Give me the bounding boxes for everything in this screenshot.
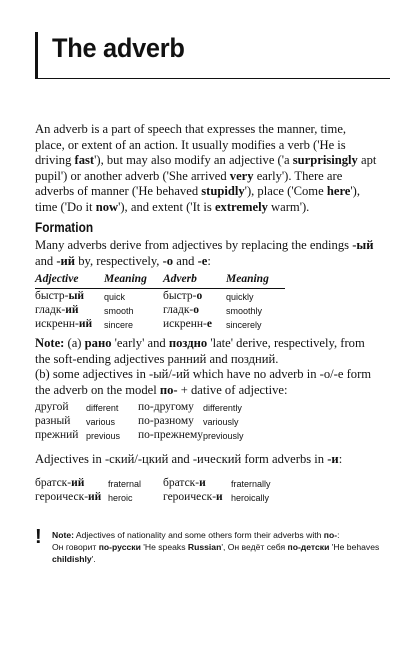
adverb-cell: по-прежнему bbox=[138, 429, 203, 441]
model-po: по- bbox=[159, 382, 178, 397]
adjective-stem: братск- bbox=[35, 477, 72, 489]
adjective-ending: ый bbox=[68, 290, 85, 302]
example-text: ', Он ведёт себя bbox=[221, 542, 288, 552]
adverb-meaning-cell: heroically bbox=[231, 493, 270, 503]
intro-text: An adverb is a part of speech that expresses the manner, time, place, or extent of an action. It usually modifies a verb ('He is driving bbox=[35, 122, 347, 168]
intro-text: early'). There are adverbs of manner ('He behaved bbox=[35, 168, 343, 199]
ending-e: -е bbox=[197, 253, 208, 268]
adjective-ending: ий bbox=[88, 491, 102, 503]
adverb-meaning-cell: sincerely bbox=[226, 320, 262, 330]
adjective-ending: ий bbox=[65, 304, 79, 316]
ending-i: -и bbox=[327, 452, 339, 466]
section-heading-formation: Formation bbox=[35, 220, 94, 235]
note-text: Adjectives of nationality and some others form their adverbs with bbox=[73, 530, 324, 540]
column-header-adjective: Adjective bbox=[35, 273, 79, 285]
meaning-cell: quick bbox=[104, 292, 126, 302]
table-row bbox=[35, 290, 285, 304]
example-russian: Russian bbox=[187, 542, 222, 552]
chapter-title-block bbox=[35, 32, 390, 82]
adverb-stem: искренн- bbox=[163, 318, 207, 330]
suffix-paragraph bbox=[35, 452, 380, 468]
note-text: 'early' and bbox=[111, 336, 169, 350]
ski-table bbox=[35, 477, 315, 505]
meaning-cell: previous bbox=[86, 431, 121, 441]
adverb-meaning-cell: quickly bbox=[226, 292, 254, 302]
table-row bbox=[35, 429, 295, 443]
adjective-stem: быстр- bbox=[35, 290, 69, 302]
column-header-meaning: Meaning bbox=[104, 273, 147, 285]
adverb-ending: и bbox=[216, 491, 223, 503]
suffix-text: Adjectives in -ский/-цкий and -ический form adverbs in bbox=[35, 452, 328, 466]
meaning-cell: sincere bbox=[104, 320, 134, 330]
example-childishly: childishly bbox=[52, 554, 92, 564]
example-po-russki: по-русски bbox=[98, 542, 141, 552]
intro-paragraph bbox=[35, 122, 378, 216]
note-label: Note: bbox=[52, 530, 74, 540]
example-text: 'He behaves bbox=[329, 542, 380, 552]
suffix-text: : bbox=[338, 452, 343, 466]
prefix-po: по- bbox=[323, 530, 338, 540]
example-po-detski: по-детски bbox=[287, 542, 330, 552]
meaning-cell: different bbox=[86, 403, 119, 413]
adverb-ending: и bbox=[199, 477, 206, 489]
adverb-meaning-cell: variously bbox=[203, 417, 239, 427]
example-here: here bbox=[326, 184, 351, 199]
meaning-cell: various bbox=[86, 417, 116, 427]
adjective-ending: ий bbox=[78, 318, 93, 330]
table-row bbox=[35, 401, 295, 415]
adverb-stem: быстр- bbox=[163, 290, 197, 302]
example-fast: fast bbox=[74, 153, 95, 168]
adverb-cell: по-другому bbox=[138, 401, 194, 413]
meaning-cell: fraternal bbox=[108, 479, 142, 489]
adjective-ending: ий bbox=[71, 477, 85, 489]
ending-ii: -ий bbox=[56, 253, 76, 268]
title-rule bbox=[38, 78, 390, 79]
column-header-adverb: Adverb bbox=[163, 273, 197, 285]
note-line-b bbox=[35, 367, 380, 398]
adverb-ending: о bbox=[193, 304, 199, 316]
title-bar bbox=[35, 32, 38, 79]
table-header-row bbox=[35, 273, 285, 287]
table-row bbox=[35, 477, 315, 491]
adjective-cell: другой bbox=[35, 401, 69, 413]
column-header-meaning-2: Meaning bbox=[226, 273, 269, 285]
po-dative-table bbox=[35, 401, 295, 443]
adverb-meaning-cell: fraternally bbox=[231, 479, 271, 489]
example-text: Он говорит bbox=[52, 542, 99, 552]
note-text: 'late' derive, respectively, from the soft-ending adjectives ранний and поздний. bbox=[35, 336, 365, 366]
adjective-stem: героическ- bbox=[35, 491, 89, 503]
word-rano: рано bbox=[84, 336, 112, 350]
intro-text: '), time ('Do it bbox=[35, 184, 361, 214]
intro-text: '), but may also modify an adjective ('a bbox=[94, 153, 293, 168]
formation-text: Many adverbs derive from adjectives by replacing the endings bbox=[35, 238, 353, 252]
adverb-meaning-cell: previously bbox=[203, 431, 244, 441]
meaning-cell: smooth bbox=[104, 306, 134, 316]
example-text: 'He speaks bbox=[140, 542, 188, 552]
adjective-stem: гладк- bbox=[35, 304, 66, 316]
intro-text: '), place ('Come bbox=[244, 184, 327, 199]
table-rule bbox=[35, 288, 285, 289]
example-stupidly: stupidly bbox=[201, 184, 245, 199]
note-text: : bbox=[337, 530, 340, 540]
adjective-cell: разный bbox=[35, 415, 71, 427]
intro-text: '), and extent ('It is bbox=[118, 199, 215, 214]
adverb-stem: героическ- bbox=[163, 491, 217, 503]
example-extremely: extremely bbox=[214, 199, 268, 214]
formation-table bbox=[35, 273, 285, 332]
intro-text: warm'). bbox=[267, 199, 310, 214]
formation-paragraph bbox=[35, 238, 380, 269]
adverb-meaning-cell: differently bbox=[203, 403, 242, 413]
example-surprisingly: surprisingly bbox=[292, 153, 358, 168]
note-paragraph bbox=[35, 336, 380, 398]
adjective-cell: прежний bbox=[35, 429, 79, 441]
nationality-note-text bbox=[52, 529, 387, 565]
ending-yi: -ый bbox=[352, 238, 374, 252]
formation-text: and bbox=[173, 253, 198, 268]
example-very: very bbox=[229, 168, 254, 183]
table-row bbox=[35, 491, 315, 505]
example-now: now bbox=[95, 199, 119, 214]
table-row bbox=[35, 304, 285, 318]
adverb-ending: о bbox=[196, 290, 203, 302]
formation-text: : bbox=[207, 253, 211, 268]
adverb-ending: е bbox=[206, 318, 212, 330]
note-line-a bbox=[35, 336, 380, 367]
adverb-meaning-cell: smoothly bbox=[226, 306, 263, 316]
adverb-stem: братск- bbox=[163, 477, 200, 489]
adverb-stem: гладк- bbox=[163, 304, 194, 316]
word-pozdno: поздно bbox=[168, 336, 208, 350]
ending-o: -о bbox=[162, 253, 174, 268]
formation-text: by, respectively, bbox=[75, 253, 163, 268]
formation-text: and bbox=[35, 253, 57, 268]
meaning-cell: heroic bbox=[108, 493, 133, 503]
table-row bbox=[35, 415, 295, 429]
example-text: '. bbox=[91, 554, 96, 564]
adverb-cell: по-разному bbox=[138, 415, 194, 427]
note-text: + dative of adjective: bbox=[177, 382, 288, 397]
table-row bbox=[35, 318, 285, 332]
adjective-stem: искренн- bbox=[35, 318, 79, 330]
page-title: The adverb bbox=[52, 33, 185, 63]
note-label: Note: bbox=[35, 336, 65, 350]
note-text: (a) bbox=[64, 336, 85, 350]
intro-text: apt pupil') or another adverb ('She arrived bbox=[35, 153, 377, 183]
note-text: (b) some adjectives in -ый/-ий which have no adverb in -о/-е form the adverb on the model bbox=[35, 367, 372, 397]
exclamation-icon: ! bbox=[35, 526, 42, 548]
